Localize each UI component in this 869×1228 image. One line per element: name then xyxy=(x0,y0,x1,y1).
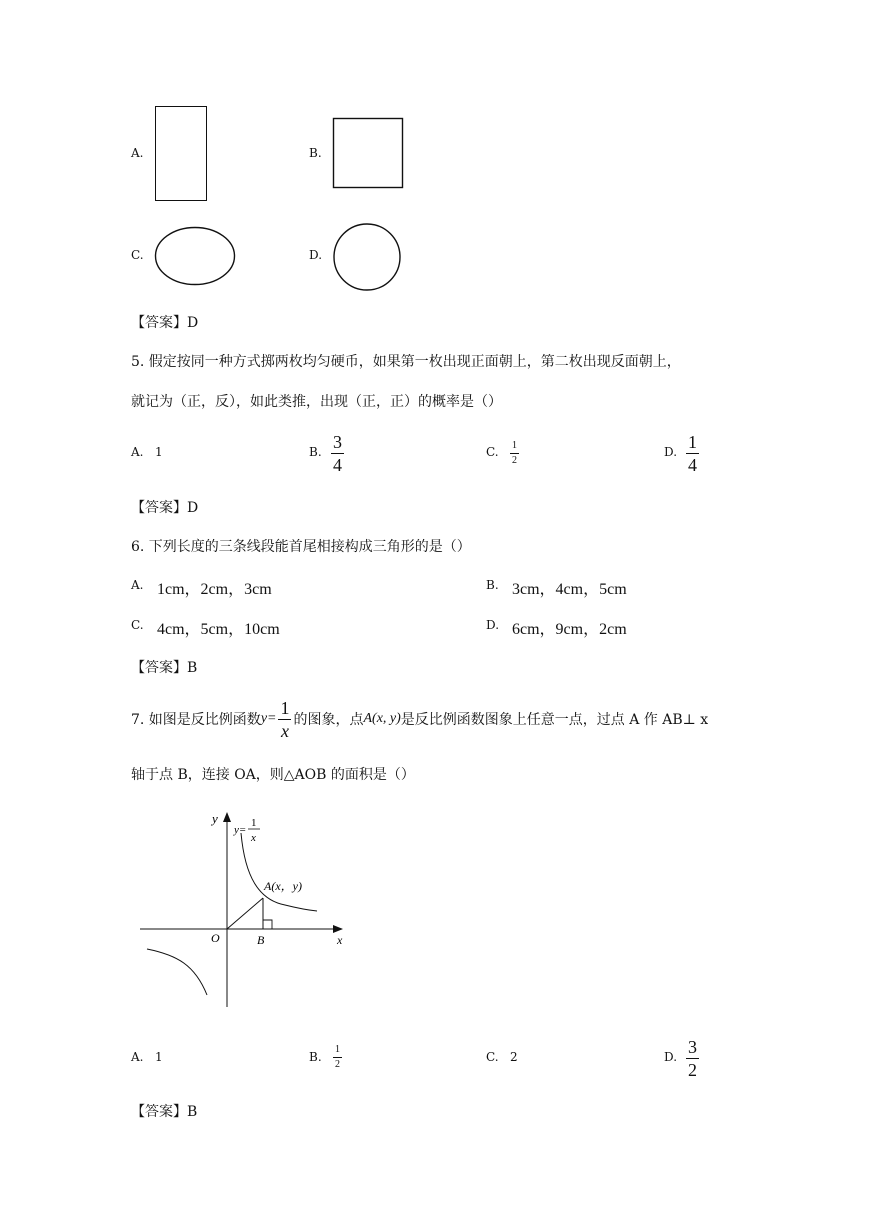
q7-stem-point: A(x, y) xyxy=(363,711,401,726)
q7-option-b-numerator: 1 xyxy=(333,1045,342,1058)
q5-option-c-numerator: 1 xyxy=(510,441,519,454)
foot-label: B xyxy=(257,933,265,947)
q7-figure xyxy=(135,805,355,1015)
q6-option-d-value: 6cm，9cm，2cm xyxy=(512,621,627,638)
q5-option-a-value: 1 xyxy=(155,445,163,459)
q5-stem-line2: 就记为（正，反），如此类推，出现（正，正）的概率是（） xyxy=(131,394,502,410)
q7-stem-func-lhs: y= xyxy=(260,711,277,726)
q7-stem-func-fraction xyxy=(278,699,291,740)
q7-option-b-denominator: 2 xyxy=(335,1059,340,1070)
x-axis-label: x xyxy=(337,933,343,947)
q4-option-b-letter: B. xyxy=(309,146,322,160)
curve-branch-first-quadrant xyxy=(241,833,317,911)
curve-label-lhs: y= xyxy=(234,824,247,836)
y-axis-label: y xyxy=(212,811,218,826)
curve-label-numerator: 1 xyxy=(251,817,257,829)
point-a-label: A(x，y) xyxy=(264,879,302,893)
q4-option-a-letter: A. xyxy=(131,146,144,160)
q6-option-a-value: 1cm，2cm，3cm xyxy=(157,581,272,598)
q6-option-c-letter: C. xyxy=(131,618,144,632)
q6-option-a-letter: A. xyxy=(131,578,144,592)
q5-option-b-fraction xyxy=(331,433,344,474)
q5-option-d-denominator: 4 xyxy=(688,455,697,475)
q7-stem-func-denominator: x xyxy=(280,720,289,741)
q6-stem: 6. 下列长度的三条线段能首尾相接构成三角形的是（） xyxy=(131,539,471,555)
q7-stem-line2: 轴于点 B，连接 OA，则△AOB 的面积是（） xyxy=(131,767,415,783)
q5-option-d-letter: D. xyxy=(664,445,678,459)
q5-stem-line1: 5. 假定按同一种方式掷两枚均匀硬币，如果第一枚出现正面朝上，第二枚出现反面朝上， xyxy=(131,354,681,370)
q7-option-b-fraction xyxy=(333,1045,342,1070)
q6-answer: 【答案】B xyxy=(131,660,198,676)
q7-stem-mid: 的图象，点 xyxy=(293,712,364,728)
q5-option-c-letter: C. xyxy=(486,445,499,459)
q6-option-d-letter: D. xyxy=(486,618,500,632)
q7-stem-func-numerator: 1 xyxy=(280,697,290,718)
q5-option-d-fraction xyxy=(686,433,699,474)
q7-option-a-value: 1 xyxy=(155,1050,163,1064)
q5-option-c-denominator: 2 xyxy=(512,455,517,466)
q5-option-c-fraction xyxy=(510,441,519,466)
q7-stem-suffix: 是反比例函数图象上任意一点，过点 A 作 AB⊥ x xyxy=(400,712,709,728)
q7-option-c-value: 2 xyxy=(510,1050,518,1064)
segment-oa xyxy=(227,898,263,929)
q7-stem-line1 xyxy=(131,697,708,741)
q6-option-b-value: 3cm，4cm，5cm xyxy=(512,581,627,598)
q5-option-b-numerator: 3 xyxy=(333,432,342,452)
q4-answer: 【答案】D xyxy=(131,315,199,331)
q7-option-d-numerator: 3 xyxy=(688,1037,697,1057)
q7-option-d-denominator: 2 xyxy=(688,1060,697,1080)
q4-option-c-ellipse xyxy=(154,226,238,288)
q4-option-d-circle xyxy=(331,222,403,294)
q7-stem-prefix: 7. 如图是反比例函数 xyxy=(131,712,261,728)
q4-option-c-letter: C. xyxy=(131,248,144,262)
q4-option-b-square xyxy=(332,117,406,191)
q7-option-a-letter: A. xyxy=(131,1050,144,1064)
q7-option-c-letter: C. xyxy=(486,1050,499,1064)
q5-option-d-numerator: 1 xyxy=(688,432,697,452)
q6-option-b-letter: B. xyxy=(486,578,499,592)
q7-option-d-fraction xyxy=(686,1038,699,1079)
q7-option-b-letter: B. xyxy=(309,1050,322,1064)
origin-label: O xyxy=(211,931,220,945)
q7-answer: 【答案】B xyxy=(131,1104,198,1120)
q5-option-a-letter: A. xyxy=(131,445,144,459)
q5-option-b-letter: B. xyxy=(309,445,322,459)
q6-option-c-value: 4cm，5cm，10cm xyxy=(157,621,280,638)
q5-answer: 【答案】D xyxy=(131,500,199,516)
q7-option-d-letter: D. xyxy=(664,1050,678,1064)
q4-option-d-letter: D. xyxy=(309,248,323,262)
right-angle-mark xyxy=(263,920,272,929)
q4-option-a-rectangle xyxy=(154,105,210,203)
curve-branch-third-quadrant xyxy=(147,949,207,995)
curve-label-denominator: x xyxy=(251,832,256,844)
q5-option-b-denominator: 4 xyxy=(333,455,342,475)
